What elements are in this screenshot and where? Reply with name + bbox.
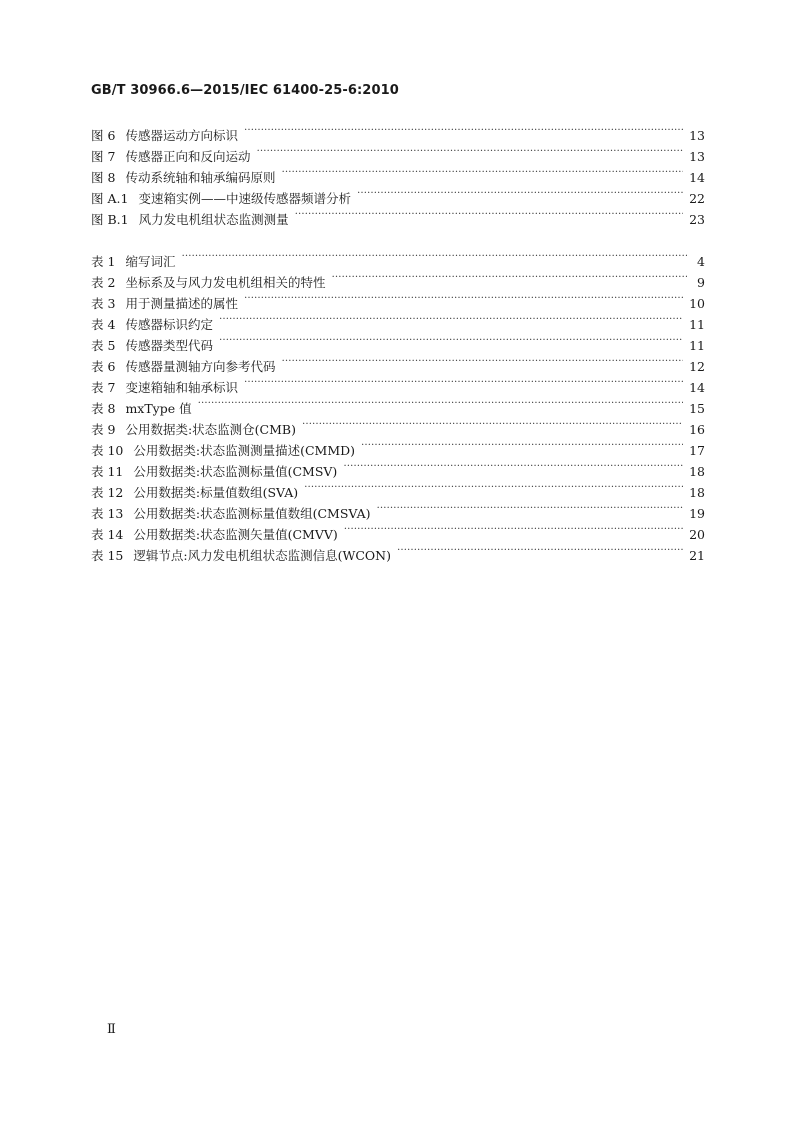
entry-label: 图 7 <box>91 149 116 164</box>
entry-page-number: 20 <box>689 527 705 542</box>
entry-title: 传感器正向和反向运动 <box>125 149 251 164</box>
entry-page-number: 14 <box>689 170 705 185</box>
entry-page-number: 13 <box>689 149 705 164</box>
entry-title: 公用数据类:状态监测标量值数组(CMSVA) <box>133 506 371 521</box>
entry-page-number: 12 <box>689 359 705 374</box>
entry-label: 表 9 <box>91 422 116 437</box>
dot-leader <box>295 203 683 224</box>
entry-page-number: 19 <box>689 506 705 521</box>
entry-title: 传感器标识约定 <box>125 317 213 332</box>
entry-label: 图 8 <box>91 170 116 185</box>
dot-leader <box>281 161 683 182</box>
entry-page-number: 18 <box>689 464 705 479</box>
entry-label: 表 7 <box>91 380 116 395</box>
entry-title: 公用数据类:状态监测测量描述(CMMD) <box>133 443 356 458</box>
entry-label: 表 11 <box>91 464 124 479</box>
entry-title: 缩写词汇 <box>125 254 176 269</box>
dot-leader <box>219 308 683 329</box>
entry-label: 图 A.1 <box>91 191 129 206</box>
dot-leader <box>331 266 687 287</box>
entry-title: 用于测量描述的属性 <box>125 296 238 311</box>
entry-title: 传动系统轴和轴承编码原则 <box>125 170 276 185</box>
entry-page-number: 14 <box>689 380 705 395</box>
entry-title: 坐标系及与风力发电机组相关的特性 <box>125 275 326 290</box>
dot-leader <box>344 518 683 539</box>
entry-title: 传感器运动方向标识 <box>125 128 238 143</box>
entry-title: 风力发电机组状态监测测量 <box>138 212 289 227</box>
entry-label: 表 1 <box>91 254 116 269</box>
entry-page-number: 17 <box>689 443 705 458</box>
entry-page-number: 21 <box>689 548 705 563</box>
entry-label: 表 10 <box>91 443 124 458</box>
dot-leader <box>244 371 683 392</box>
entry-label: 表 14 <box>91 527 124 542</box>
dot-leader <box>244 287 683 308</box>
document-header: GB/T 30966.6—2015/IEC 61400-25-6:2010 <box>91 83 399 98</box>
entry-page-number: 13 <box>689 128 705 143</box>
entry-label: 表 3 <box>91 296 116 311</box>
dot-leader <box>397 539 683 560</box>
entry-title: 逻辑节点:风力发电机组状态监测信息(WCON) <box>133 548 391 563</box>
entry-label: 表 15 <box>91 548 124 563</box>
entry-title: 变速箱轴和轴承标识 <box>125 380 238 395</box>
entry-page-number: 10 <box>689 296 705 311</box>
entry-label: 表 5 <box>91 338 116 353</box>
entry-page-number: 18 <box>689 485 705 500</box>
dot-leader <box>302 413 683 434</box>
entry-title: 传感器量测轴方向参考代码 <box>125 359 276 374</box>
figure-list <box>91 119 705 227</box>
table-list <box>91 245 705 563</box>
entry-label: 表 4 <box>91 317 116 332</box>
entry-label: 表 8 <box>91 401 116 416</box>
entry-label: 图 6 <box>91 128 116 143</box>
dot-leader <box>219 329 683 350</box>
dot-leader <box>304 476 683 497</box>
dot-leader <box>244 119 683 140</box>
entry-page-number: 11 <box>689 338 705 353</box>
entry-title: 公用数据类:状态监测仓(CMB) <box>125 422 296 437</box>
entry-label: 表 12 <box>91 485 124 500</box>
dot-leader <box>343 455 683 476</box>
entry-title: mxType 值 <box>125 401 192 416</box>
entry-label: 表 2 <box>91 275 116 290</box>
entry-page-number: 23 <box>689 212 705 227</box>
entry-page-number: 15 <box>689 401 705 416</box>
dot-leader <box>361 434 683 455</box>
table-entry[interactable] <box>91 266 705 290</box>
entry-page-number: 4 <box>697 254 705 269</box>
dot-leader <box>256 140 683 161</box>
entry-title: 公用数据类:状态监测标量值(CMSV) <box>133 464 338 479</box>
dot-leader <box>181 245 687 266</box>
entry-title: 变速箱实例——中速级传感器频谱分析 <box>138 191 351 206</box>
entry-page-number: 9 <box>697 275 705 290</box>
entry-label: 图 B.1 <box>91 212 129 227</box>
entry-label: 表 13 <box>91 506 124 521</box>
entry-title: 传感器类型代码 <box>125 338 213 353</box>
entry-label: 表 6 <box>91 359 116 374</box>
figure-entry[interactable] <box>91 119 705 143</box>
entry-page-number: 16 <box>689 422 705 437</box>
dot-leader <box>198 392 683 413</box>
entry-title: 公用数据类:状态监测矢量值(CMVV) <box>133 527 338 542</box>
dot-leader <box>377 497 684 518</box>
dot-leader <box>357 182 683 203</box>
page-number: Ⅱ <box>107 1022 116 1037</box>
table-entry[interactable] <box>91 245 705 269</box>
entry-page-number: 11 <box>689 317 705 332</box>
dot-leader <box>281 350 683 371</box>
entry-page-number: 22 <box>689 191 705 206</box>
entry-title: 公用数据类:标量值数组(SVA) <box>133 485 299 500</box>
